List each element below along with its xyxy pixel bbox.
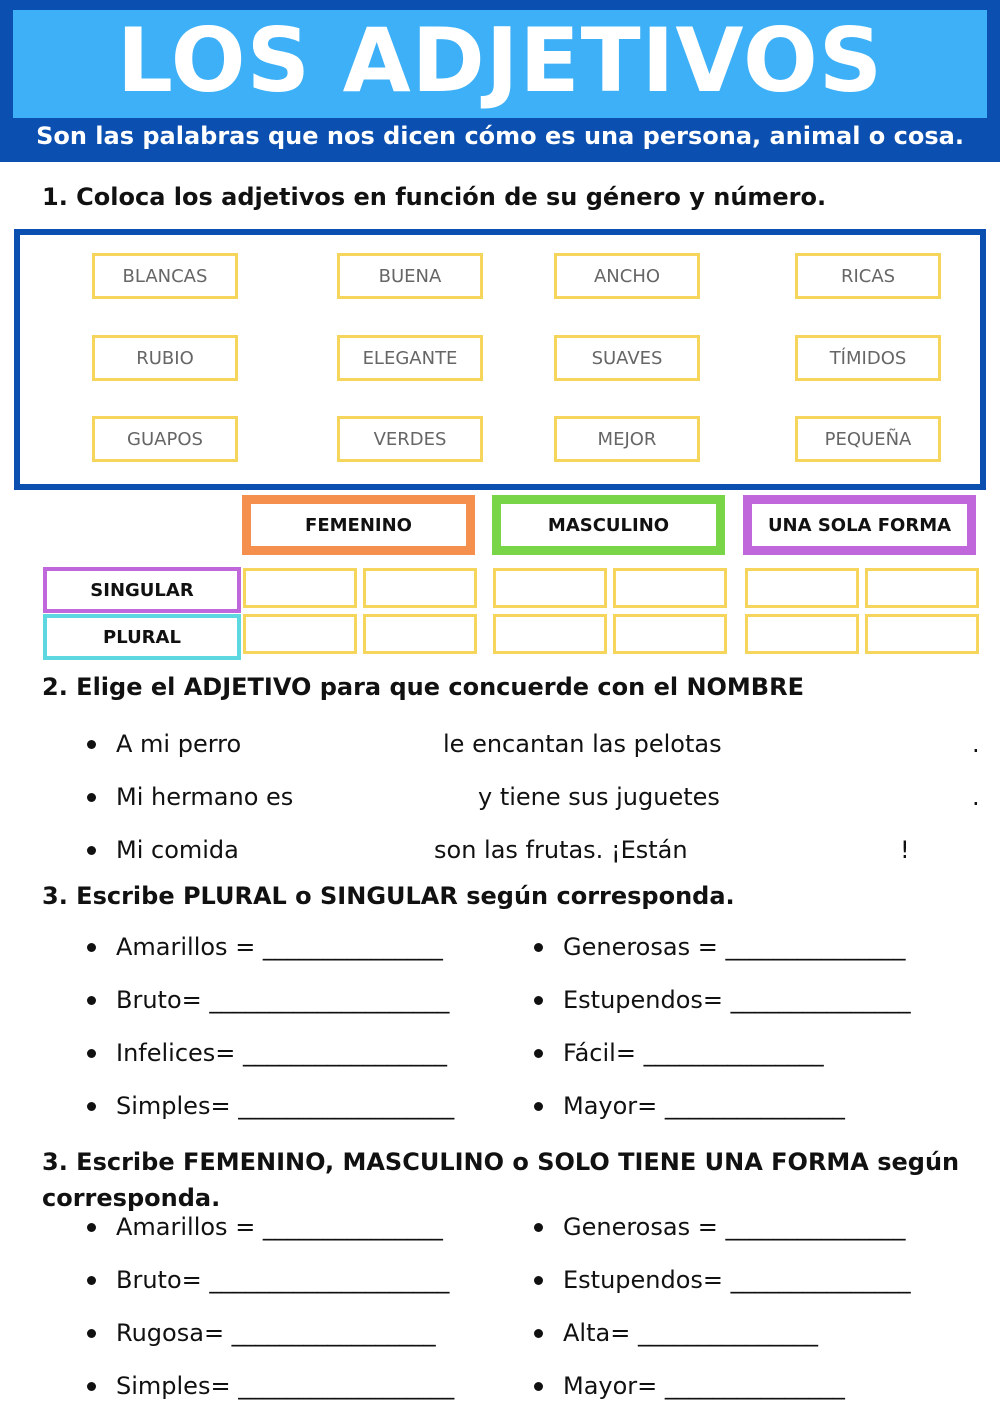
word-chip[interactable]: ANCHO bbox=[554, 253, 700, 299]
word-chip[interactable]: ELEGANTE bbox=[337, 335, 483, 381]
word-chip[interactable]: VERDES bbox=[337, 416, 483, 462]
sentence-middle: le encantan las pelotas bbox=[443, 730, 722, 758]
bullet-icon bbox=[534, 1049, 543, 1058]
exercise-item: Amarillos = _______________ bbox=[116, 933, 443, 961]
exercise-item: Rugosa= _________________ bbox=[116, 1319, 436, 1347]
bullet-icon bbox=[87, 1049, 96, 1058]
drop-cell-plural-masculino[interactable] bbox=[493, 614, 607, 654]
bullet-icon bbox=[534, 1102, 543, 1111]
bullet-icon bbox=[87, 1329, 96, 1338]
drop-cell-singular-femenino[interactable] bbox=[363, 568, 477, 608]
drop-cell-singular-femenino[interactable] bbox=[243, 568, 357, 608]
drop-cell-singular-una-forma[interactable] bbox=[865, 568, 979, 608]
bullet-icon bbox=[87, 996, 96, 1005]
exercise-item: Simples= __________________ bbox=[116, 1092, 455, 1120]
word-chip[interactable]: BUENA bbox=[337, 253, 483, 299]
exercise-item: Alta= _______________ bbox=[563, 1319, 818, 1347]
exercise-item: Bruto= ____________________ bbox=[116, 986, 450, 1014]
bullet-icon bbox=[534, 1382, 543, 1391]
section-2-heading: 2. Elige el ADJETIVO para que concuerde con el NOMBRE bbox=[42, 673, 804, 701]
section-4-heading-cont: corresponda. bbox=[42, 1184, 221, 1212]
bullet-icon bbox=[534, 1223, 543, 1232]
exercise-item: Estupendos= _______________ bbox=[563, 1266, 911, 1294]
exercise-item: Amarillos = _______________ bbox=[116, 1213, 443, 1241]
section-1-heading: 1. Coloca los adjetivos en función de su género y número. bbox=[42, 183, 827, 211]
drop-cell-singular-masculino[interactable] bbox=[613, 568, 727, 608]
column-header-femenino: FEMENINO bbox=[242, 495, 475, 555]
exercise-item: Generosas = _______________ bbox=[563, 1213, 906, 1241]
exercise-item: Infelices= _________________ bbox=[116, 1039, 448, 1067]
sentence-end: . bbox=[972, 730, 980, 758]
bullet-icon bbox=[87, 1276, 96, 1285]
drop-cell-plural-femenino[interactable] bbox=[363, 614, 477, 654]
drop-cell-plural-una-forma[interactable] bbox=[865, 614, 979, 654]
bullet-icon bbox=[87, 793, 96, 802]
word-chip[interactable]: PEQUEÑA bbox=[795, 416, 941, 462]
sentence-middle: y tiene sus juguetes bbox=[478, 783, 720, 811]
page-subtitle: Son las palabras que nos dicen cómo es una persona, animal o cosa. bbox=[36, 122, 964, 150]
bullet-icon bbox=[87, 740, 96, 749]
drop-cell-plural-masculino[interactable] bbox=[613, 614, 727, 654]
word-chip[interactable]: RICAS bbox=[795, 253, 941, 299]
word-chip[interactable]: MEJOR bbox=[554, 416, 700, 462]
row-header-plural: PLURAL bbox=[43, 614, 241, 660]
bullet-icon bbox=[87, 943, 96, 952]
section-3-heading: 3. Escribe PLURAL o SINGULAR según corresponda. bbox=[42, 882, 735, 910]
drop-cell-singular-masculino[interactable] bbox=[493, 568, 607, 608]
drop-cell-plural-una-forma[interactable] bbox=[745, 614, 859, 654]
page-title: LOS ADJETIVOS bbox=[116, 9, 884, 112]
word-chip[interactable]: SUAVES bbox=[554, 335, 700, 381]
sentence-end: . bbox=[972, 783, 980, 811]
exercise-item: Fácil= _______________ bbox=[563, 1039, 824, 1067]
exercise-item: Bruto= ____________________ bbox=[116, 1266, 450, 1294]
exercise-item: Mayor= _______________ bbox=[563, 1092, 845, 1120]
exercise-item: Estupendos= _______________ bbox=[563, 986, 911, 1014]
bullet-icon bbox=[87, 1223, 96, 1232]
word-chip[interactable]: TÍMIDOS bbox=[795, 335, 941, 381]
word-chip[interactable]: RUBIO bbox=[92, 335, 238, 381]
bullet-icon bbox=[534, 1329, 543, 1338]
column-header-una-sola-forma: UNA SOLA FORMA bbox=[743, 495, 976, 555]
bullet-icon bbox=[87, 846, 96, 855]
exercise-item: Mayor= _______________ bbox=[563, 1372, 845, 1400]
bullet-icon bbox=[87, 1382, 96, 1391]
section-4-heading: 3. Escribe FEMENINO, MASCULINO o SOLO TIENE UNA FORMA según bbox=[42, 1148, 960, 1176]
bullet-icon bbox=[534, 943, 543, 952]
exercise-item: Simples= __________________ bbox=[116, 1372, 455, 1400]
row-header-singular: SINGULAR bbox=[43, 567, 241, 613]
word-chip[interactable]: BLANCAS bbox=[92, 253, 238, 299]
drop-cell-singular-una-forma[interactable] bbox=[745, 568, 859, 608]
column-header-masculino: MASCULINO bbox=[492, 495, 725, 555]
sentence-start: Mi hermano es bbox=[116, 783, 294, 811]
sentence-end: ! bbox=[900, 836, 910, 864]
bullet-icon bbox=[87, 1102, 96, 1111]
bullet-icon bbox=[534, 996, 543, 1005]
bullet-icon bbox=[534, 1276, 543, 1285]
sentence-start: Mi comida bbox=[116, 836, 239, 864]
sentence-start: A mi perro bbox=[116, 730, 242, 758]
sentence-middle: son las frutas. ¡Están bbox=[434, 836, 688, 864]
word-chip[interactable]: GUAPOS bbox=[92, 416, 238, 462]
drop-cell-plural-femenino[interactable] bbox=[243, 614, 357, 654]
exercise-item: Generosas = _______________ bbox=[563, 933, 906, 961]
